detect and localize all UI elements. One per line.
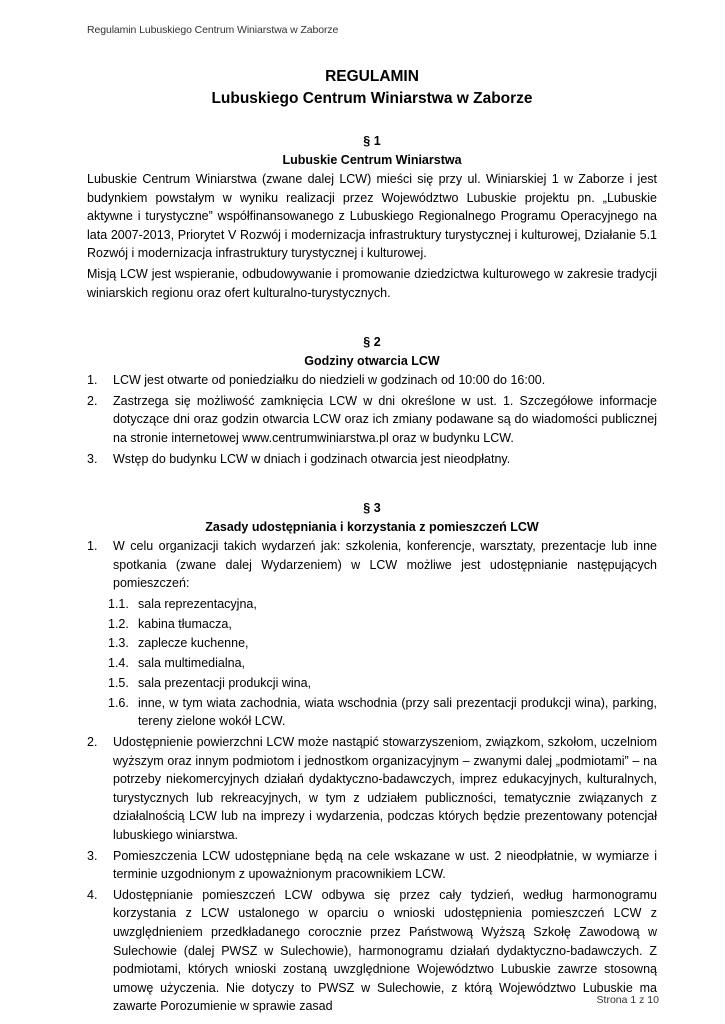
item-text: LCW jest otwarte od poniedziałku do niedzieli w godzinach od 10:00 do 16:00. [113,373,546,388]
list-item [87,886,657,1016]
list-item [87,733,657,845]
sub-list-item [108,634,657,653]
section-number: § 2 [363,335,381,350]
item-text: Pomieszczenia LCW udostępniane będą na cele wskazane w ust. 2 nieodpłatnie, w wymiarze i terminie uzgodnionym z upoważnionym pracownikiem LCW. [113,848,657,882]
sub-item-number: 1.5. [108,676,129,691]
section-title: Zasady udostępniania i korzystania z pomieszczeń LCW [205,520,539,535]
list-item [87,450,657,469]
sub-item-text: inne, w tym wiata zachodnia, wiata wschodnia (przy sali prezentacji produkcji wina), parking, tereny zielone wokół LCW. [138,695,657,729]
document-title: REGULAMIN [325,68,419,85]
sub-list-item [108,615,657,634]
sub-item-text: sala reprezentacyjna, [138,596,257,611]
list-item [87,847,657,884]
item-number: 2. [87,393,98,408]
list-item [87,392,657,448]
sub-item-number: 1.6. [108,695,129,710]
document-subtitle: Lubuskiego Centrum Winiarstwa w Zaborze [211,90,533,107]
list-item [87,371,657,390]
sub-item-text: sala multimedialna, [138,656,245,671]
section-2 [87,333,657,468]
sub-item-text: sala prezentacji produkcji wina, [138,676,312,691]
sub-item-text: zaplecze kuchenne, [138,636,249,651]
sub-list-item [108,595,657,614]
sub-item-number: 1.4. [108,656,129,671]
item-text: Udostępnianie pomieszczeń LCW odbywa się przez cały tydzień, według harmonogramu korzystania z LCW ustalonego w oparciu o wnioski udostępnienia pomieszczeń LCW z uwzględnieniem przedkładanego corocznie przez Państwową Wyższą Szkołę Zawodową w Sulechowie (dalej PWSZ w Sulechowie), harmonogramu działań dydaktyczno-badawczych. Z podmiotami, których wnioski zostaną uwzględnione Województwo Lubuskie zawrze stosowną umowę użyczenia. Nie dotyczy to PWSZ w Sulechowie, z którą Województwo Lubuskie ma zawarte Porozumienie w sprawie zasad [113,887,657,1014]
section-3 [87,499,657,1016]
paragraph: Misją LCW jest wspieranie, odbudowywanie i promowanie dziedzictwa kulturowego w zakresie tradycji winiarskich regionu oraz ofert kulturalno-turystycznych. [87,266,657,300]
sub-list-item [108,654,657,673]
sub-list-item [108,674,657,693]
document-body [87,66,657,1016]
page-number: Strona 1 z 10 [596,994,659,1006]
section-number: § 3 [363,501,381,516]
sub-item-number: 1.3. [108,636,129,651]
running-header: Regulamin Lubuskiego Centrum Winiarstwa w Zaborze [87,24,339,36]
sub-list-item [108,694,657,731]
sub-list [87,595,657,731]
sub-item-text: kabina tłumacza, [138,616,232,631]
item-number: 3. [87,451,98,466]
item-text: Wstęp do budynku LCW w dniach i godzinach otwarcia jest nieodpłatny. [113,451,511,466]
list-item [87,537,657,593]
section-title: Lubuskie Centrum Winiarstwa [282,153,462,167]
item-text: Udostępnienie powierzchni LCW może nastąpić stowarzyszeniom, związkom, szkołom, uczelniom wyższym oraz innym podmiotom i jednostkom organizacyjnym – zwanymi dalej „podmiotami” – na potrzeby niekomercyjnych działań dydaktyczno-badawczych, imprez edukacyjnych, kulturalnych, turystycznych lub rekreacyjnych, w tym z udziałem publiczności, tematycznie związanych z działalnością LCW lub na imprezy i wydarzenia, podczas których będzie prezentowany potencjał lubuskiego winiarstwa. [113,735,657,842]
section-number: § 1 [363,134,381,148]
item-number: 3. [87,848,98,863]
sub-item-number: 1.1. [108,596,129,611]
item-number: 1. [87,539,98,554]
section-title: Godziny otwarcia LCW [304,354,440,369]
numbered-list [87,371,657,468]
section-1 [87,132,657,302]
item-number: 1. [87,373,98,388]
item-text: W celu organizacji takich wydarzeń jak: szkolenia, konferencje, warsztaty, prezentacje lub inne spotkania (zwane dalej Wydarzeniem) w LCW możliwe jest udostępnianie następujących pomieszczeń: [113,539,657,591]
item-text: Zastrzega się możliwość zamknięcia LCW w dni określone w ust. 1. Szczegółowe informacje dotyczące dni oraz godzin otwarcia LCW oraz ich zmiany podawane są do wiadomości publicznej na stronie internetowej www.centrumwiniarstwa.pl oraz w budynku LCW. [113,393,657,445]
numbered-list [87,537,657,1016]
paragraph: Lubuskie Centrum Winiarstwa (zwane dalej LCW) mieści się przy ul. Winiarskiej 1 w Zaborze i jest budynkiem powstałym w wyniku realizacji przez Województwo Lubuskie projektu pn. „Lubuskie aktywne i turystyczne” współfinansowanego z Lubuskiego Regionalnego Programu Operacyjnego na lata 2007-2013, Priorytet V Rozwój i modernizacja infrastruktury turystycznej i kulturowej, Działanie 5.1 Rozwój i modernizacja infrastruktury turystycznej i kulturowej. [87,172,657,261]
item-number: 4. [87,887,98,902]
item-number: 2. [87,735,98,749]
sub-item-number: 1.2. [108,616,129,631]
